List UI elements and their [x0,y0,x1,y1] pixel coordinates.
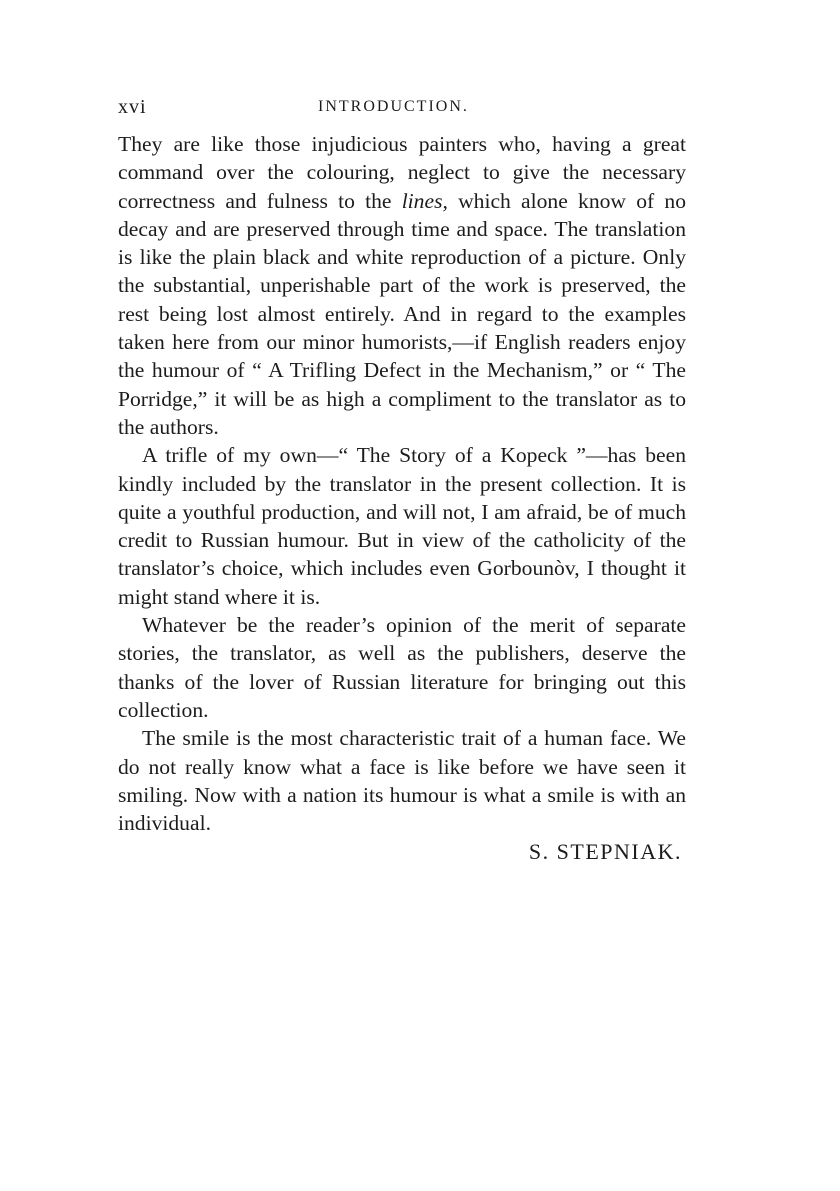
body-text [118,130,686,837]
paragraph-1-end: which alone know of no decay and are preserved through time and space. The translation is like the plain black and white reproduction of a picture. Only the substantial, unperishable part of the work is preserved, the rest being lost almost entirely. And in regard to the examples taken here from our minor humorists,—if English readers enjoy the humour of “ A Trifling Defect in the Mechanism,” or “ The Porridge,” it will be as high a compliment to the translator as to the authors. [118,188,686,439]
paragraph-1-start: They are like those injudicious painters who, having a great command over the colouring, neglect to give the necessary correctness and fulness to the [118,132,686,213]
paragraph-1 [118,130,686,441]
page-number: xvi [118,96,147,118]
paragraph-3: Whatever be the reader’s opinion of the merit of separate stories, the translator, as well as the publishers, deserve the thanks of the lover of Russian literature for bringing out this collection. [118,613,686,722]
paragraph-2: A trifle of my own—“ The Story of a Kopeck ”—has been kindly included by the translator in the present collection. It is quite a youthful production, and will not, I am afraid, be of much credit to Russian humour. But in view of the catholicity of the translator’s choice, which includes even Gorbounòv, I thought it might stand where it is. [118,443,686,609]
page-header [118,96,686,130]
signature: S. STEPNIAK. [528,839,682,865]
book-page [118,96,686,865]
paragraph-4: The smile is the most characteristic trait of a human face. We do not really know what a face is like before we have seen it smiling. Now with a nation its humour is what a smile is with an individual. [118,726,686,836]
running-head: INTRODUCTION. [318,98,469,115]
italic-lines: lines, [401,188,448,213]
